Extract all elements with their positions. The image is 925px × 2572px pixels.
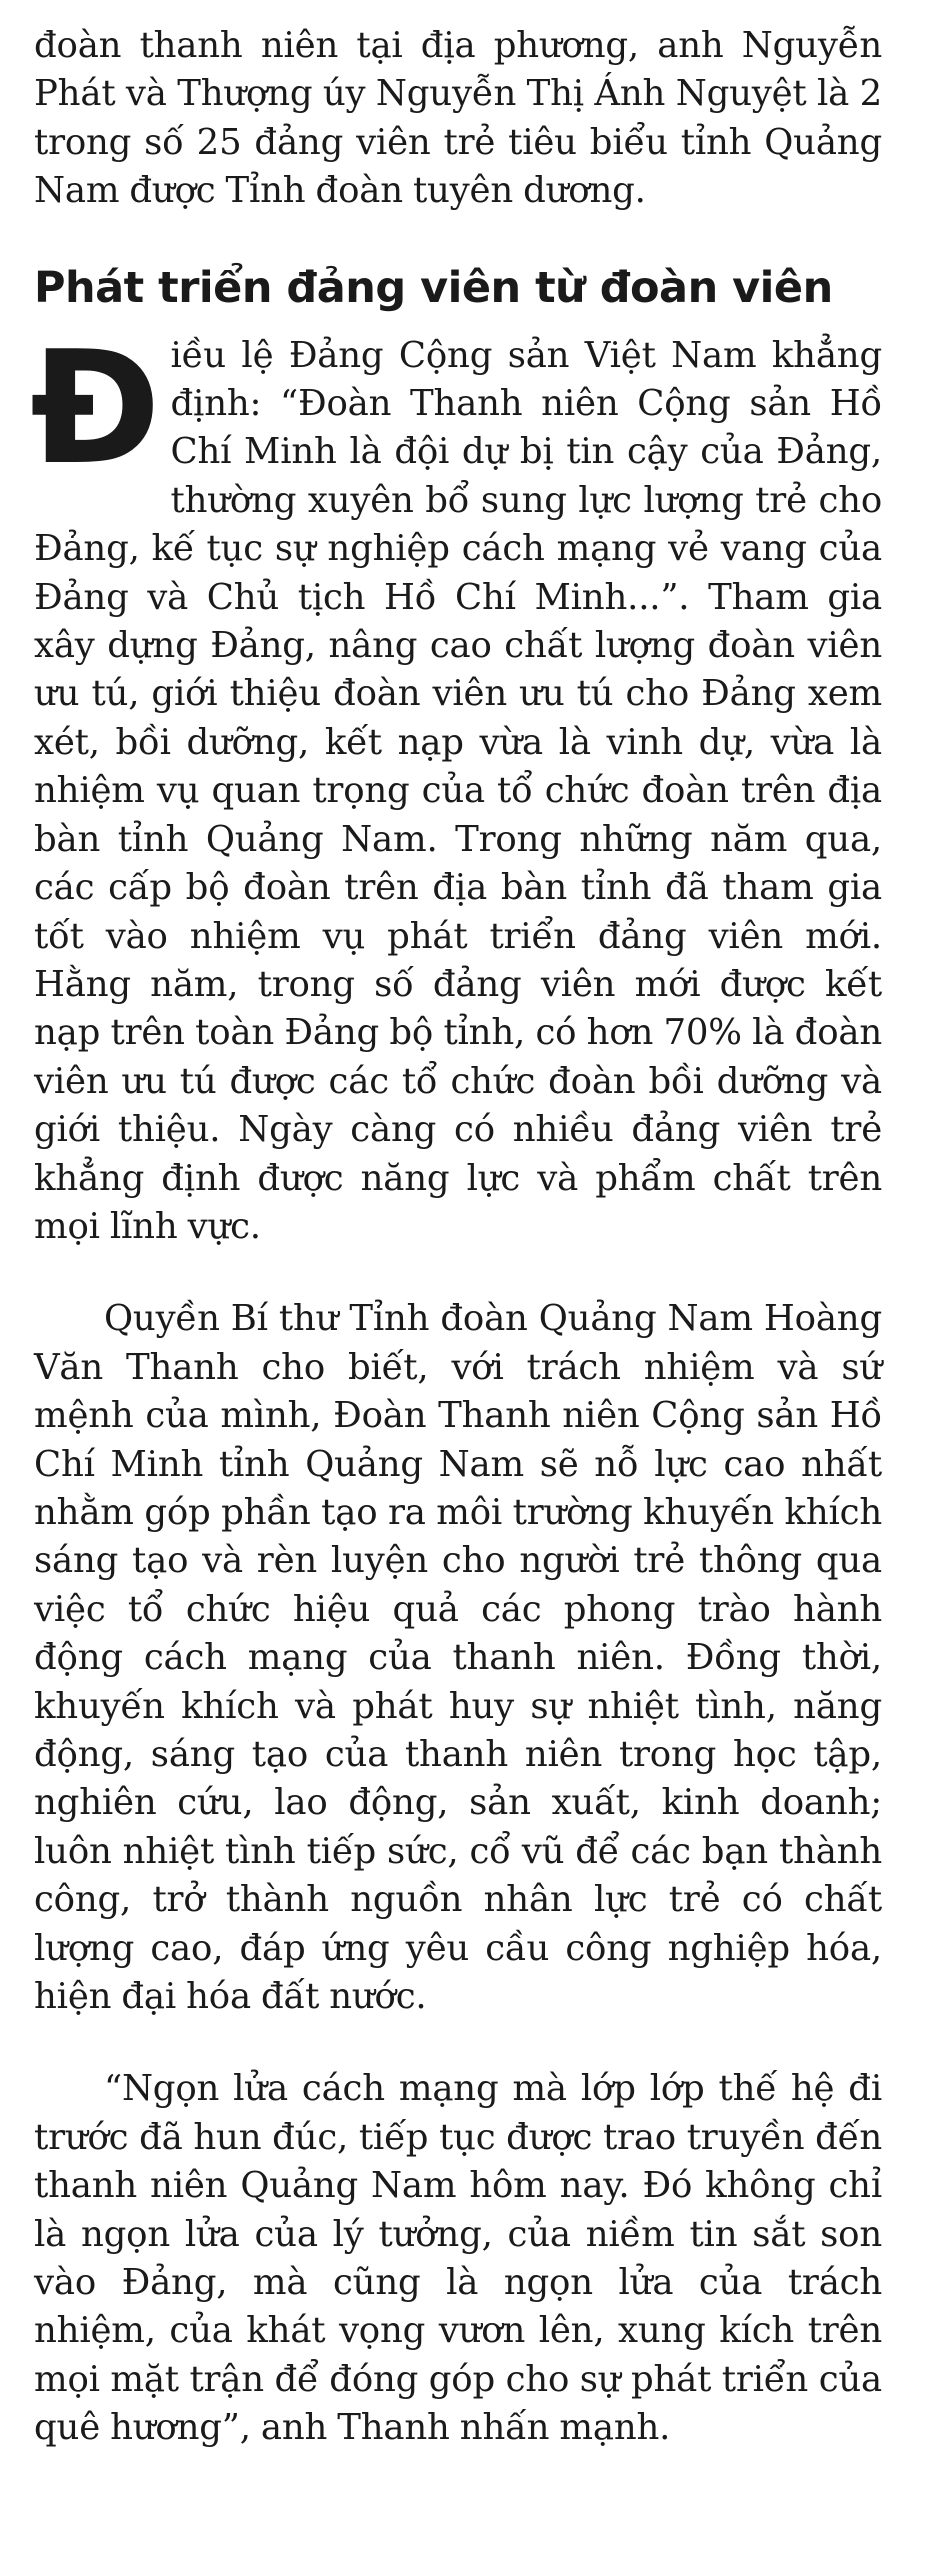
paragraph-1 [30, 316, 882, 1252]
dropcap-letter: Đ [30, 316, 161, 499]
article-page [30, 22, 882, 2453]
paragraph-3: “Ngọn lửa cách mạng mà lớp lớp thế hệ đi trước đã hun đúc, tiếp tục được trao truyền đến thanh niên Quảng Nam hôm nay. Đó không chỉ là ngọn lửa của lý tưởng, của niềm tin sắt son vào Đảng, mà cũng là ngọn lửa của trách nhiệm, của khát vọng vươn lên, xung kích trên mọi mặt trận để đóng góp cho sự phát triển của quê hương”, anh Thanh nhấn mạnh. [34, 2068, 882, 2449]
intro-paragraph: đoàn thanh niên tại địa phương, anh Nguyễn Phát và Thượng úy Nguyễn Thị Ánh Nguyệt là 2 trong số 25 đảng viên trẻ tiêu biểu tỉnh Quảng Nam được Tỉnh đoàn tuyên dương. [34, 25, 882, 212]
paragraph-2: Quyền Bí thư Tỉnh đoàn Quảng Nam Hoàng Văn Thanh cho biết, với trách nhiệm và sứ mệnh của mình, Đoàn Thanh niên Cộng sản Hồ Chí Minh tỉnh Quảng Nam sẽ nỗ lực cao nhất nhằm góp phần tạo ra môi trường khuyến khích sáng tạo và rèn luyện cho người trẻ thông qua việc tổ chức hiệu quả các phong trào hành động cách mạng của thanh niên. Đồng thời, khuyến khích và phát huy sự nhiệt tình, năng động, sáng tạo của thanh niên trong học tập, nghiên cứu, lao động, sản xuất, kinh doanh; luôn nhiệt tình tiếp sức, cổ vũ để các bạn thành công, trở thành nguồn nhân lực trẻ có chất lượng cao, đáp ứng yêu cầu công nghiệp hóa, hiện đại hóa đất nước. [34, 1298, 882, 2018]
paragraph-1-text: iều lệ Đảng Cộng sản Việt Nam khẳng định: “Đoàn Thanh niên Cộng sản Hồ Chí Minh là đội dự bị tin cậy của Đảng, thường xuyên bổ sung lực lượng trẻ cho Đảng, kế tục sự nghiệp cách mạng vẻ vang của Đảng và Chủ tịch Hồ Chí Minh...”. Tham gia xây dựng Đảng, nâng cao chất lượng đoàn viên ưu tú, giới thiệu đoàn viên ưu tú cho Đảng xem xét, bồi dưỡng, kết nạp vừa là vinh dự, vừa là nhiệm vụ quan trọng của tổ chức đoàn trên địa bàn tỉnh Quảng Nam. Trong những năm qua, các cấp bộ đoàn trên địa bàn tỉnh đã tham gia tốt vào nhiệm vụ phát triển đảng viên mới. Hằng năm, trong số đảng viên mới được kết nạp trên toàn Đảng bộ tỉnh, có hơn 70% là đoàn viên ưu tú được các tổ chức đoàn bồi dưỡng và giới thiệu. Ngày càng có nhiều đảng viên trẻ khẳng định được năng lực và phẩm chất trên mọi lĩnh vực. [34, 334, 882, 1247]
section-heading: Phát triển đảng viên từ đoàn viên [34, 262, 833, 313]
